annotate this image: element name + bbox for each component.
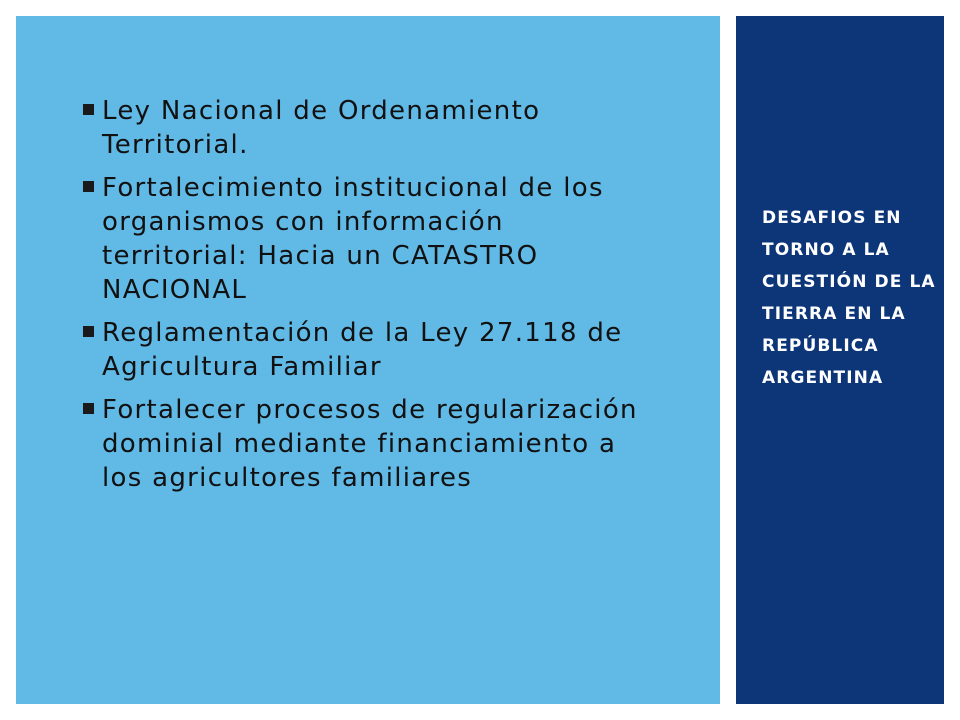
bullet-item	[76, 94, 646, 162]
slide-title: DESAFIOS EN TORNO A LA CUESTIÓN DE LA TIERRA EN LA REPÚBLICA ARGENTINA	[762, 208, 936, 388]
bullet-text: Ley Nacional de Ordenamiento Territorial.	[102, 96, 541, 160]
square-bullet-icon	[83, 326, 94, 337]
square-bullet-icon	[83, 104, 94, 115]
title-panel	[736, 16, 944, 704]
square-bullet-icon	[83, 181, 94, 192]
bullet-text: Fortalecer procesos de regularización dominial mediante financiamiento a los agricultores familiares	[102, 395, 638, 493]
bullet-text: Fortalecimiento institucional de los organismos con información territorial: Hacia un CATASTRO NACIONAL	[102, 173, 604, 305]
bullet-item	[76, 393, 646, 495]
bullet-list	[76, 94, 646, 504]
bullet-item	[76, 171, 646, 307]
bullet-text: Reglamentación de la Ley 27.118 de Agricultura Familiar	[102, 318, 623, 382]
square-bullet-icon	[83, 403, 94, 414]
bullet-item	[76, 316, 646, 384]
